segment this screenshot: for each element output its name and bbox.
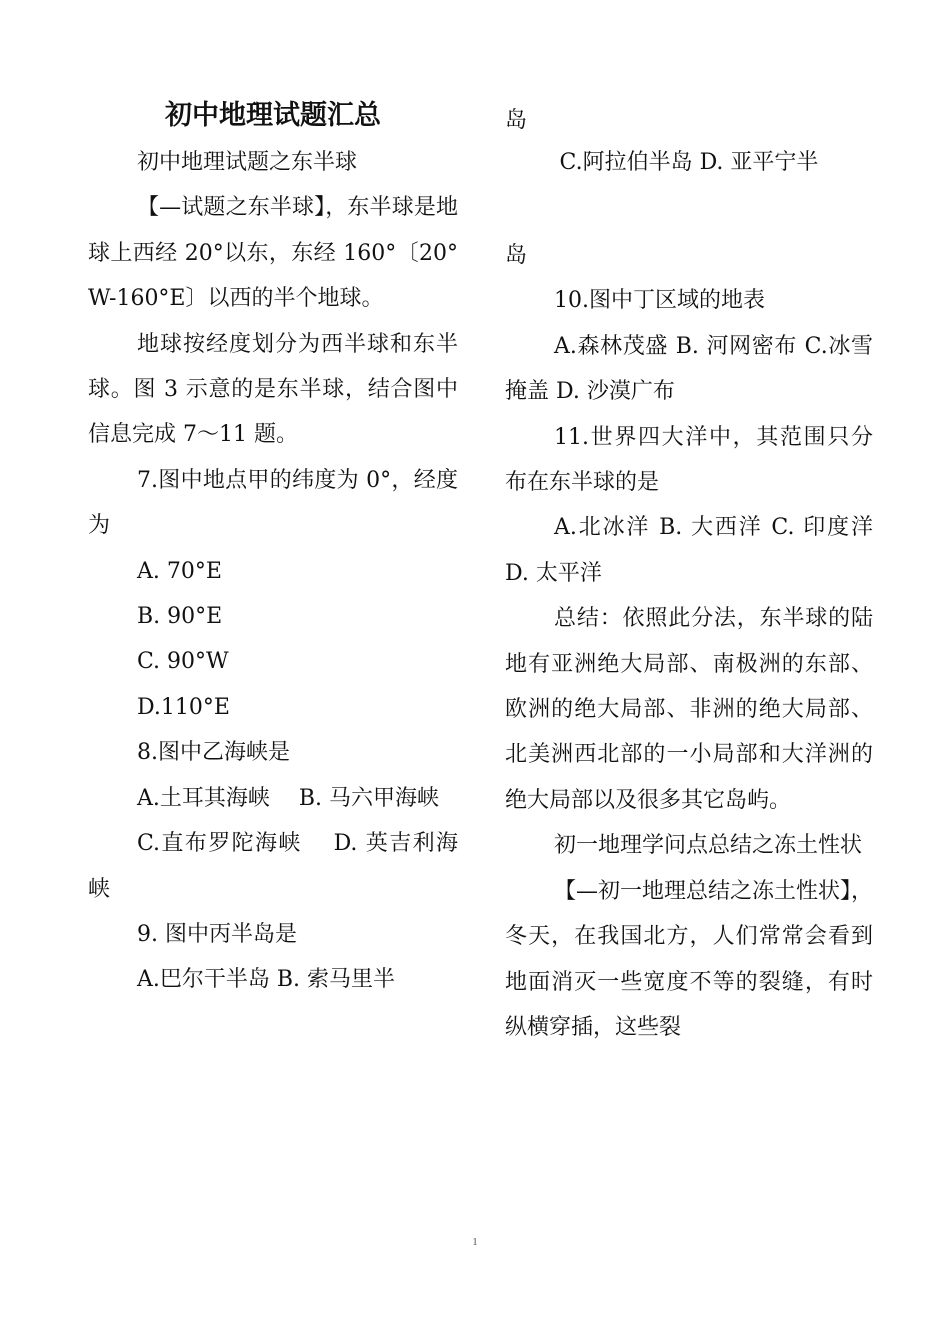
section-heading-permafrost: 初一地理学问点总结之冻土性状 xyxy=(554,833,863,859)
q9-option-b-continued: 岛 xyxy=(505,108,528,133)
q7-option-c: C. 90°W xyxy=(137,649,229,675)
section-heading: 初中地理试题之东半球 xyxy=(137,150,358,175)
question-9: 9. 图中丙半岛是 xyxy=(137,921,297,947)
q9-options-ab: A.巴尔干半岛 B. 索马里半 xyxy=(137,967,396,993)
question-10: 10.图中丁区域的地表 xyxy=(554,288,765,314)
q11-options: A.北冰洋 B. 大西洋 C. 印度洋 D. 太平洋 xyxy=(505,515,873,586)
question-8: 8.图中乙海峡是 xyxy=(137,740,290,766)
paragraph-summary: 总结：依照此分法，东半球的陆地有亚洲绝大局部、南极洲的东部、欧洲的绝大局部、非洲的绝大局部、北美洲西北部的一小局部和大洋洲的绝大局部以及很多其它岛屿。 xyxy=(505,606,873,813)
question-11: 11.世界四大洋中，其范围只分布在东半球的是 xyxy=(505,424,873,496)
paragraph-intro: 【—试题之东半球】，东半球是地球上西经 20°以东，东经 160°〔20°W-160°E〕以西的半个地球。 xyxy=(88,195,458,312)
q9-option-d-continued: 岛 xyxy=(505,243,528,268)
document-title: 初中地理试题汇总 xyxy=(165,100,381,131)
paragraph-hemisphere: 地球按经度划分为西半球和东半球。图 3 示意的是东半球，结合图中信息完成 7～11 题。 xyxy=(88,331,458,448)
q7-option-a: A. 70°E xyxy=(137,558,222,584)
question-7: 7.图中地点甲的纬度为 0°，经度为 xyxy=(88,467,458,539)
q7-option-d: D.110°E xyxy=(137,694,230,720)
right-column xyxy=(505,92,873,1050)
q10-options: A.森林茂盛 B. 河网密布 C.冰雪掩盖 D. 沙漠广布 xyxy=(505,333,873,405)
left-column xyxy=(88,92,458,1003)
page-number: 1 xyxy=(472,1236,478,1248)
q7-option-b: B. 90°E xyxy=(137,604,223,630)
q8-options-cd: C.直布罗陀海峡 D. 英吉利海峡 xyxy=(88,831,458,902)
q9-options-cd: C.阿拉伯半岛 D. 亚平宁半 xyxy=(559,150,819,175)
q8-options-ab: A.土耳其海峡 B. 马六甲海峡 xyxy=(137,785,440,811)
q9-options-cd-wrapper xyxy=(505,139,873,233)
paragraph-permafrost: 【—初一地理总结之冻土性状】，冬天，在我国北方，人们常常会看到地面消灭一些宽度不等的裂缝，有时纵横穿插，这些裂 xyxy=(505,878,874,1040)
